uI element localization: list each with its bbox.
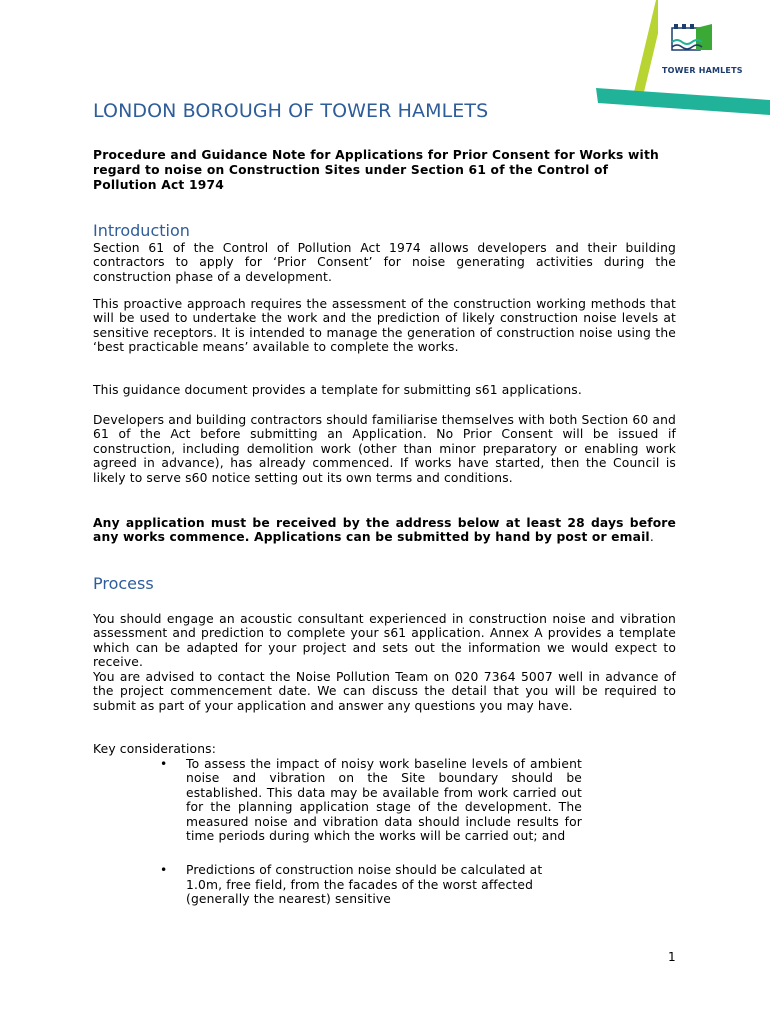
intro-paragraph-2: This proactive approach requires the assessment of the construction working methods that will be used to undertake the work and the prediction of likely construction noise levels at sensitive receptors. It is intended to manage the generation of construction noise using the ‘best practicable means’ available to complete the works. (93, 297, 676, 355)
list-item-text: Predictions of construction noise should be calculated at 1.0m, free field, from the facades of the worst affected (generally the nearest) sensitive (186, 863, 543, 907)
intro-paragraph-3: This guidance document provides a template for submitting s61 applications. (93, 383, 582, 397)
key-considerations-list (160, 757, 582, 907)
intro-paragraph-4: Developers and building contractors should familiarise themselves with both Section 60 and 61 of the Act before submitting an Application. No Prior Consent will be issued if construction, including demolition work (other than minor preparatory or enabling work agreed in advance), has already commenced. If works have started, then the Council is likely to serve s60 notice setting out its own terms and conditions. (93, 413, 676, 485)
bullet-icon: • (160, 863, 168, 878)
process-heading: Process (93, 574, 154, 593)
introduction-heading: Introduction (93, 221, 190, 240)
list-item (160, 757, 582, 843)
logo-text: TOWER HAMLETS (662, 66, 743, 75)
process-paragraph-2: You are advised to contact the Noise Pollution Team on 020 7364 5007 well in advance of the project commencement date. We can discuss the detail that you will be required to submit as part of your application and answer any questions you may have. (93, 670, 676, 713)
process-paragraph-1: You should engage an acoustic consultant experienced in construction noise and vibration assessment and prediction to complete your s61 application. Annex A provides a template which can be adapted for your project and sets out the information we would expect to receive. (93, 612, 676, 670)
page-number: 1 (668, 950, 676, 964)
submission-deadline-tail: . (649, 530, 654, 545)
submission-deadline-text: Any application must be received by the address below at least 28 days before any works commence. Applications can be submitted by hand by post or email (93, 516, 676, 545)
list-item (160, 863, 582, 906)
organisation-title: LONDON BOROUGH OF TOWER HAMLETS (93, 100, 489, 122)
intro-paragraph-5 (93, 516, 676, 545)
document-subtitle: Procedure and Guidance Note for Applications for Prior Consent for Works with regard to noise on Construction Sites under Section 61 of the Control of Pollution Act 1974 (93, 148, 659, 192)
bullet-icon: • (160, 757, 168, 771)
intro-paragraph-1: Section 61 of the Control of Pollution Act 1974 allows developers and their building contractors to apply for ‘Prior Consent’ for noise generating activities during the construction phase of a development. (93, 241, 676, 284)
key-considerations-label: Key considerations: (93, 742, 217, 756)
list-item-text: To assess the impact of noisy work baseline levels of ambient noise and vibration on the Site boundary should be established. This data may be available from work carried out for the planning application stage of the development. The measured noise and vibration data should include results for time periods during which the works will be carried out; and (186, 757, 582, 844)
